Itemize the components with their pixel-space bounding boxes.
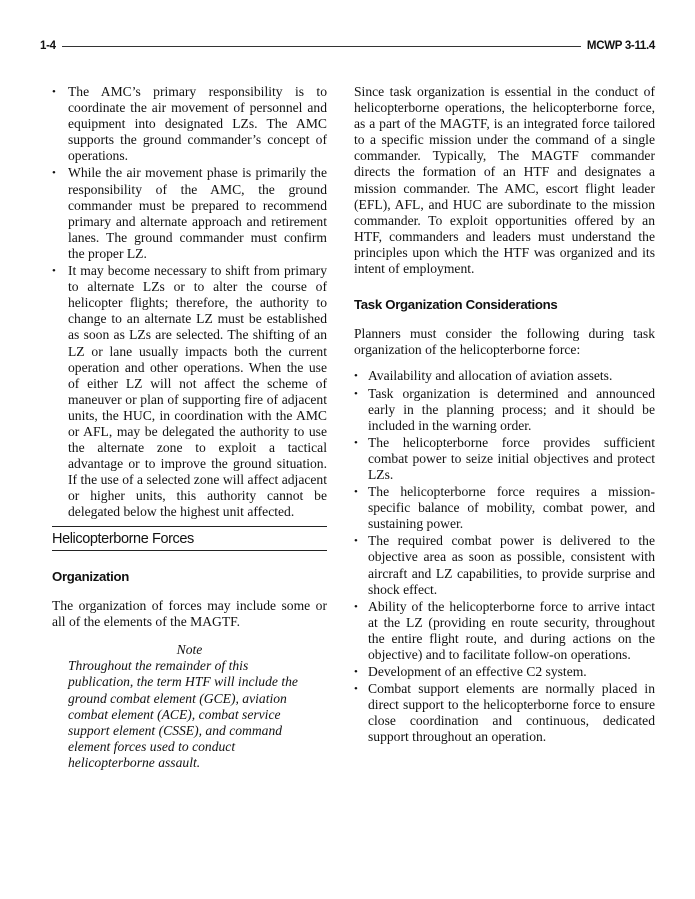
right-column: [354, 84, 655, 747]
list-item: • Development of an effective C2 system.: [354, 664, 655, 680]
left-column: [52, 84, 327, 522]
left-bullet-list: [52, 84, 327, 521]
subheading-organization: Organization: [52, 569, 129, 584]
note-body: Throughout the remainder of this publication, the term HTF will include the ground combat element (GCE), aviation combat element (ACE), combat service support element (CSSE), and command element forces used to conduct helicopterborne assault.: [68, 658, 298, 770]
list-item: • Combat support elements are normally placed in direct support to the helicopterborne force to ensure close coordination and continuous, dedicated support throughout an operation.: [354, 681, 655, 745]
intro-paragraph: Since task organization is essential in the conduct of helicopterborne operations, the helicopterborne force, as a part of the MAGTF, is an integrated force tailored to a specific mission under the command of a single commander. Typically, The MAGTF commander directs the formation of an HTF and designates a mission commander. The AMC, escort flight leader (EFL), AFL, and HUC are subordinate to the mission commander. To exploit opportunities offered by an HTF, commanders and leaders must understand the principles upon which the HTF was organized and its intent of employment.: [354, 84, 655, 277]
list-item: • The helicopterborne force requires a mission-specific balance of mobility, combat power, and sustaining power.: [354, 484, 655, 532]
note-title: Note: [176, 642, 203, 658]
publication-id: MCWP 3-11.4: [586, 40, 655, 52]
lead-paragraph: Planners must consider the following during task organization of the helicopterborne force:: [354, 326, 655, 358]
list-item: • The AMC’s primary responsibility is to coordinate the air movement of personnel and equipment into designated LZs. The AMC supports the ground commander’s concept of operations.: [52, 84, 327, 164]
list-item: • Task organization is determined and announced early in the planning process; and it should be included in the warning order.: [354, 386, 655, 434]
running-header: [40, 38, 655, 54]
organization-section: [52, 569, 327, 771]
section-heading-text: Helicopterborne Forces: [52, 531, 194, 547]
right-bullet-list: [354, 368, 655, 745]
header-rule: [62, 46, 581, 47]
list-item: • While the air movement phase is primarily the responsibility of the AMC, the ground commander must be prepared to recommend primary and alternate approach and retirement lanes. The ground commander must confirm the proper LZ.: [52, 165, 327, 262]
list-item: • The helicopterborne force provides sufficient combat power to seize initial objectives and protect LZs.: [354, 435, 655, 483]
page-number: 1-4: [40, 40, 56, 52]
list-item: • The required combat power is delivered to the objective area as soon as possible, consistent with aircraft and LZ capabilities, to provide surprise and shock effect.: [354, 533, 655, 597]
subheading-task-organization: Task Organization Considerations: [354, 297, 558, 313]
list-item: • It may become necessary to shift from primary to alternate LZs or to alter the course of helicopter flights; therefore, the authority to change to an alternate LZ must be established as soon as LZs are selected. The shifting of an LZ or lane usually impacts both the current operation and other operations. When the use of either LZ will not affect the scheme of maneuver or plan of supporting fire of adjacent units, the HUC, in coordination with the AMC or AFL, may be delegated the authority to use the alternate zone to exploit a tactical advantage or to improve the ground situation. If the use of a selected zone will affect adjacent or higher units, this authority cannot be delegated below the highest unit affected.: [52, 263, 327, 521]
list-item: • Availability and allocation of aviation assets.: [354, 368, 655, 384]
list-item: • Ability of the helicopterborne force to arrive intact at the LZ (providing en route security, throughout the entire flight route, and during actions on the objective) and to facilitate follow-on operations.: [354, 599, 655, 663]
section-heading: [52, 526, 327, 551]
organization-paragraph: The organization of forces may include some or all of the elements of the MAGTF.: [52, 598, 327, 630]
